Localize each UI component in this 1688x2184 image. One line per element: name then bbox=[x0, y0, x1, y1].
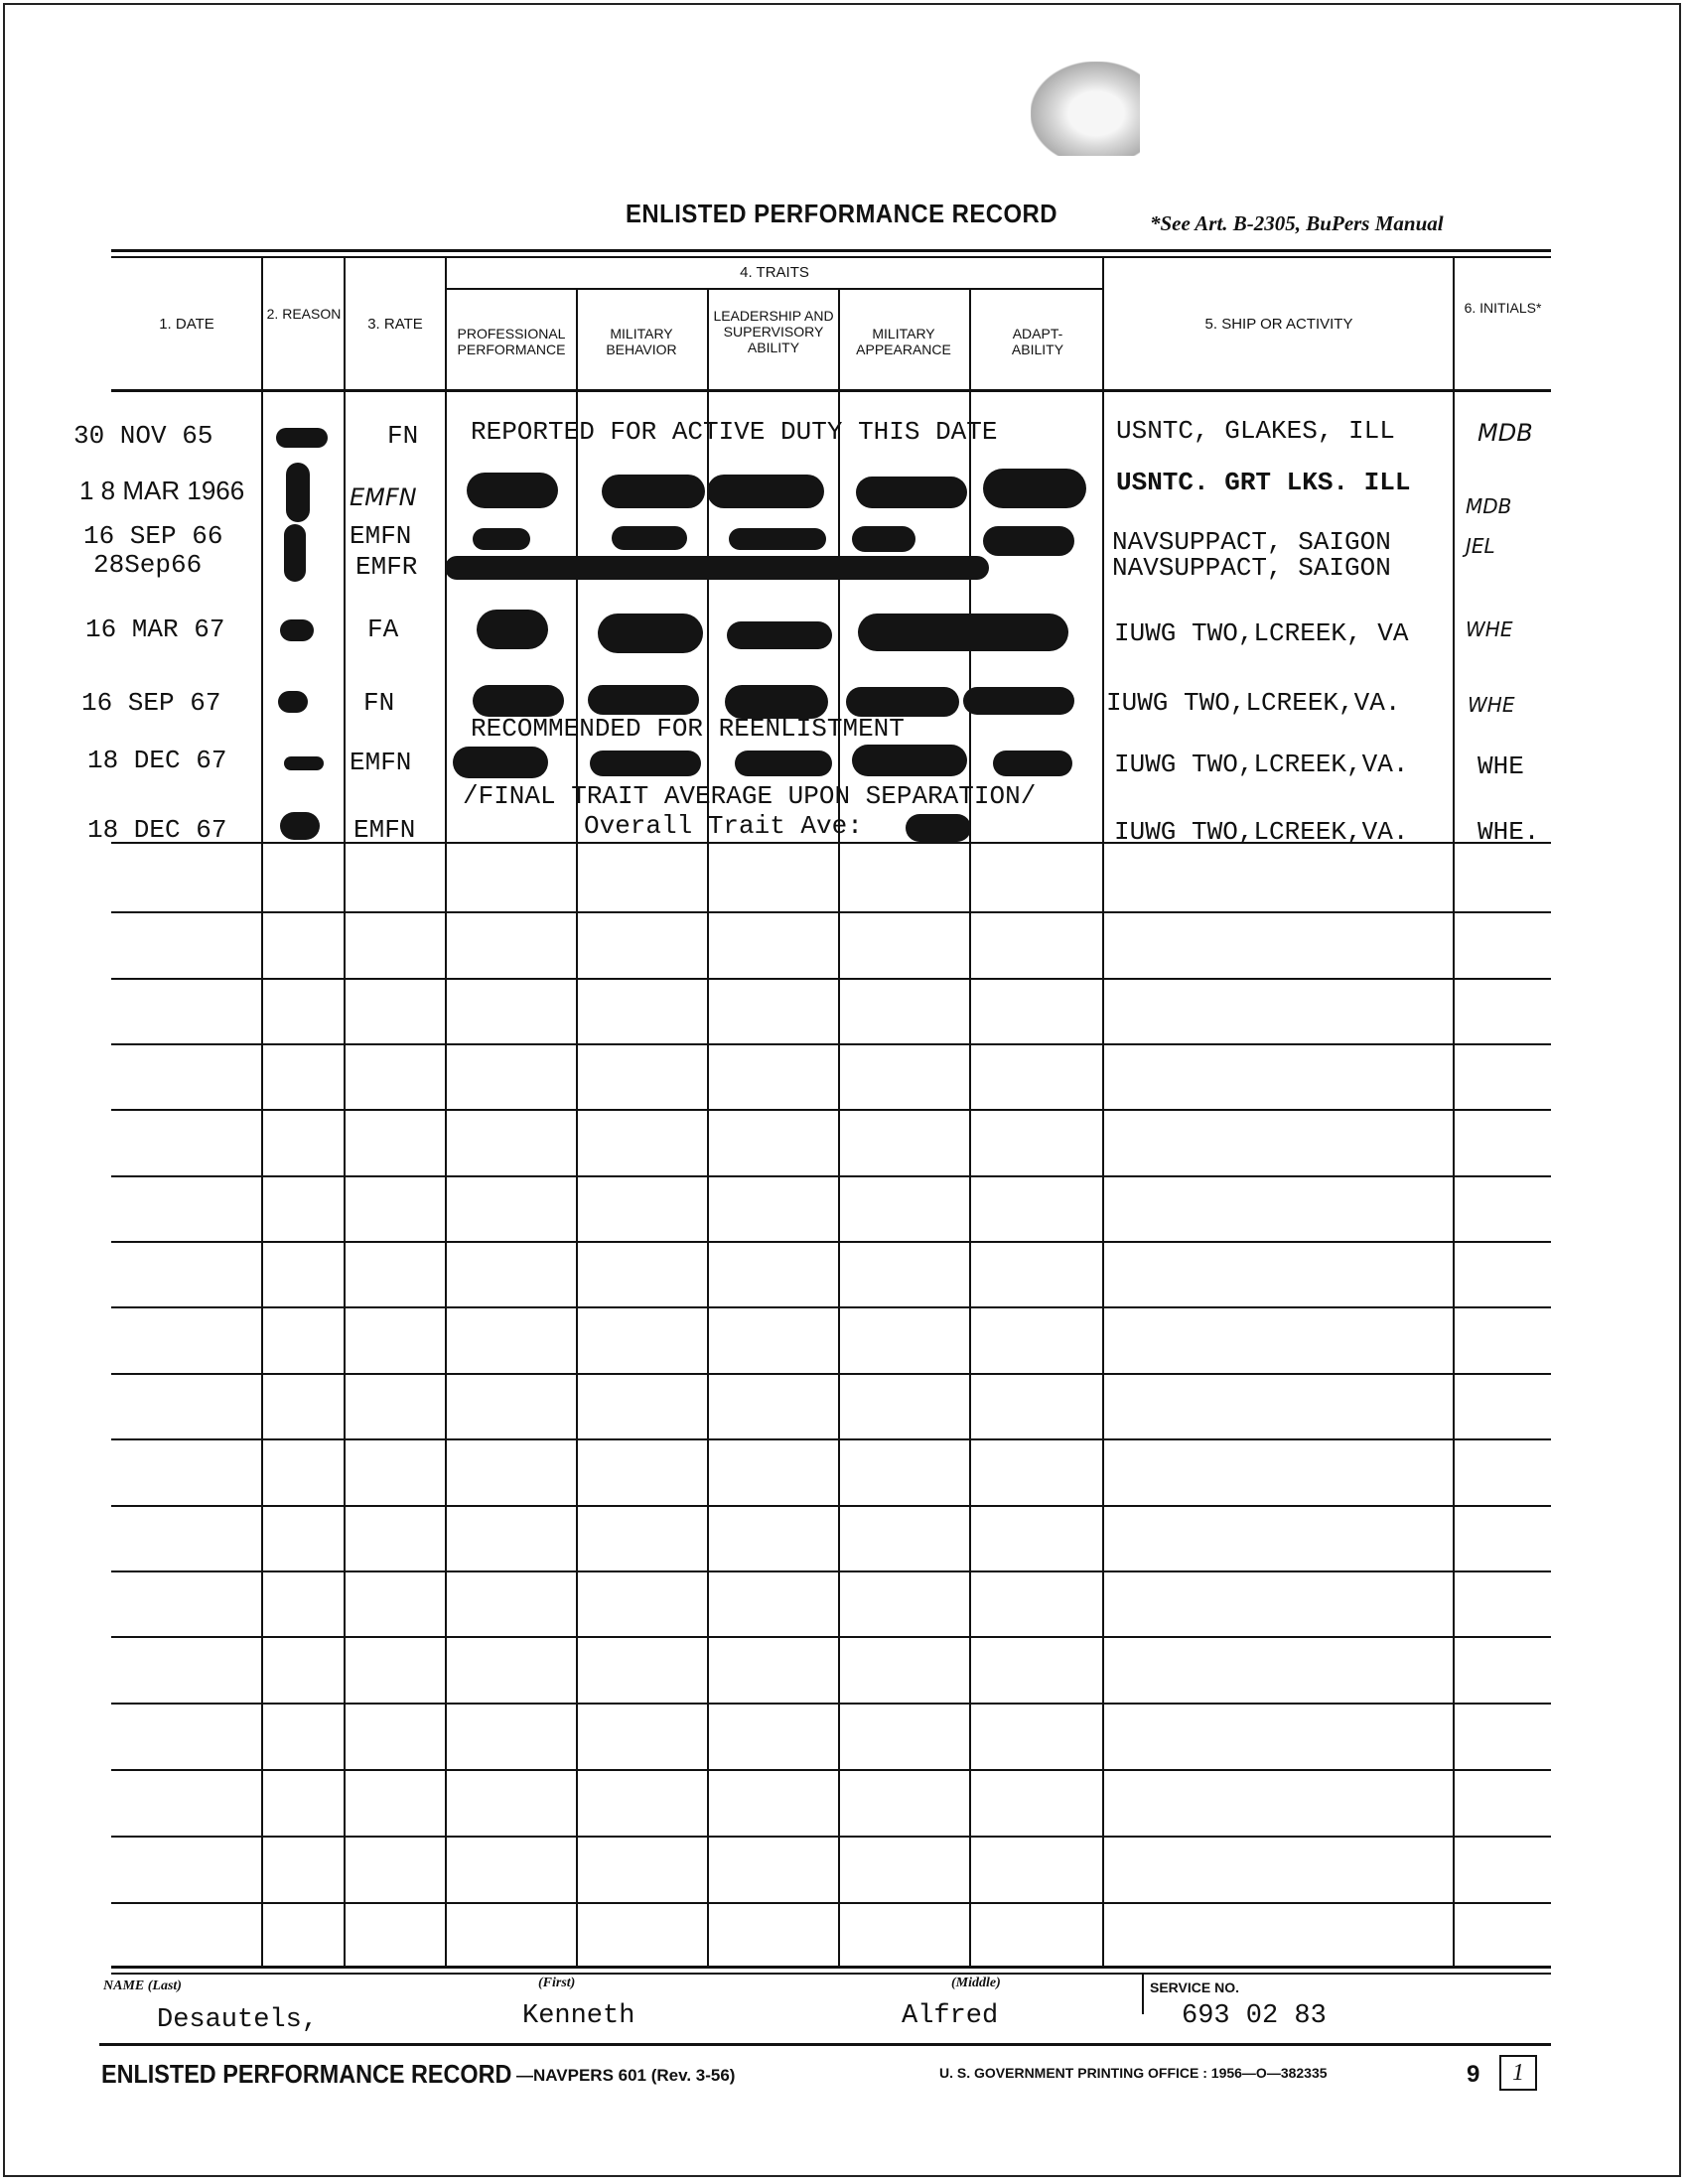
entry-rate: FA bbox=[367, 614, 399, 644]
entry-date: 30 NOV 65 bbox=[73, 421, 213, 451]
col-professional: PROFESSIONAL PERFORMANCE bbox=[457, 326, 566, 357]
entry-date: 18 DEC 67 bbox=[87, 746, 227, 775]
redaction bbox=[598, 614, 703, 653]
col-ship: 5. SHIP OR ACTIVITY bbox=[1204, 316, 1353, 333]
name-last: Desautels, bbox=[157, 2005, 319, 2035]
page-number: 9 bbox=[1467, 2061, 1480, 2088]
entry-ship: IUWG TWO,LCREEK,VA. bbox=[1114, 817, 1409, 847]
ink-stamp bbox=[1031, 62, 1140, 156]
redaction bbox=[983, 469, 1086, 508]
entry-ship: USNTC, GLAKES, ILL bbox=[1116, 416, 1395, 446]
entry-rate: EMFN bbox=[350, 483, 417, 511]
redaction bbox=[858, 614, 1068, 651]
redaction bbox=[852, 745, 967, 776]
top-rule bbox=[111, 249, 1551, 252]
redaction bbox=[284, 524, 306, 582]
vrule-3 bbox=[445, 256, 447, 1969]
vrule-8 bbox=[1102, 256, 1104, 1969]
row-rule bbox=[111, 1306, 1551, 1308]
entry-rate-2: EMFR bbox=[355, 552, 418, 582]
entry-date: 1 8 MAR 1966 bbox=[79, 476, 245, 505]
name-last-label: NAME (Last) bbox=[103, 1979, 182, 1993]
header-rule bbox=[111, 389, 1551, 392]
form-number: —NAVPERS 601 (Rev. 3-56) bbox=[516, 2066, 736, 2085]
vrule-5 bbox=[707, 288, 709, 1969]
redaction bbox=[453, 747, 548, 778]
entry-initials: MDB bbox=[1466, 494, 1512, 518]
name-middle: Alfred bbox=[902, 2001, 999, 2031]
entry-rate: EMFN bbox=[350, 748, 412, 777]
redaction bbox=[707, 475, 824, 508]
entry-date: 16 SEP 66 bbox=[83, 521, 223, 551]
entry-rate: FN bbox=[387, 421, 419, 451]
redaction bbox=[602, 475, 705, 508]
redaction bbox=[993, 751, 1072, 776]
row-rule bbox=[111, 1043, 1551, 1045]
page-box: 1 bbox=[1499, 2055, 1537, 2091]
row-rule bbox=[111, 1570, 1551, 1572]
entry-rate: EMFN bbox=[350, 521, 412, 551]
bottom-rule bbox=[111, 1966, 1551, 1969]
entry-ship: IUWG TWO,LCREEK,VA. bbox=[1106, 688, 1401, 718]
col-appearance: MILITARY APPEARANCE bbox=[856, 326, 951, 357]
entry-note: RECOMMENDED FOR REENLISTMENT bbox=[471, 714, 905, 744]
redaction bbox=[612, 526, 687, 550]
entry-date: 16 MAR 67 bbox=[85, 614, 225, 644]
entry-date-2: 28Sep66 bbox=[93, 550, 203, 580]
redaction bbox=[727, 621, 832, 649]
redaction bbox=[846, 687, 959, 717]
top-rule-2 bbox=[111, 256, 1551, 258]
entry-initials: WHE bbox=[1468, 693, 1515, 717]
row-rule bbox=[111, 1438, 1551, 1440]
redaction bbox=[280, 812, 320, 840]
vrule-4 bbox=[576, 288, 578, 1969]
entry-rate: FN bbox=[363, 688, 395, 718]
entry-ship: NAVSUPPACT, SAIGON bbox=[1112, 527, 1391, 557]
redaction bbox=[276, 428, 328, 448]
name-first: Kenneth bbox=[522, 2001, 635, 2031]
row-rule bbox=[111, 1175, 1551, 1177]
redaction bbox=[284, 756, 324, 770]
redaction bbox=[852, 526, 915, 552]
redaction bbox=[473, 685, 564, 717]
row-rule bbox=[111, 1636, 1551, 1638]
col-date: 1. DATE bbox=[159, 316, 214, 333]
vrule-2 bbox=[344, 256, 346, 1969]
entry-date: 18 DEC 67 bbox=[87, 815, 227, 845]
redaction bbox=[963, 687, 1074, 715]
redaction bbox=[473, 528, 530, 550]
entry-ship: IUWG TWO,LCREEK,VA. bbox=[1114, 750, 1409, 779]
entry-initials: JEL bbox=[1466, 534, 1495, 558]
reference-note: *See Art. B-2305, BuPers Manual bbox=[1150, 211, 1444, 235]
col-initials: 6. INITIALS* bbox=[1464, 300, 1542, 316]
row-rule bbox=[111, 911, 1551, 913]
entry-ship: USNTC. GRT LKS. ILL bbox=[1116, 468, 1411, 497]
col-military-behavior: MILITARY BEHAVIOR bbox=[606, 326, 677, 357]
entry-date: 16 SEP 67 bbox=[81, 688, 221, 718]
row-rule bbox=[111, 1902, 1551, 1904]
col-rate: 3. RATE bbox=[367, 316, 423, 333]
footer-rule bbox=[99, 2043, 1551, 2046]
form-title: ENLISTED PERFORMANCE RECORD bbox=[626, 199, 1058, 228]
row-rule bbox=[111, 1373, 1551, 1375]
row-rule bbox=[111, 1836, 1551, 1838]
redaction bbox=[278, 691, 308, 713]
redaction bbox=[445, 556, 989, 580]
redaction bbox=[729, 528, 826, 550]
service-number: 693 02 83 bbox=[1182, 2001, 1327, 2031]
entry-rate: EMFN bbox=[353, 815, 416, 845]
service-no-label: SERVICE NO. bbox=[1150, 1979, 1239, 1995]
printing-office: U. S. GOVERNMENT PRINTING OFFICE : 1956—O—382335 bbox=[939, 2065, 1328, 2081]
col-traits: 4. TRAITS bbox=[740, 264, 809, 281]
entry-note: REPORTED FOR ACTIVE DUTY THIS DATE bbox=[471, 417, 998, 447]
redaction bbox=[735, 751, 832, 776]
row-rule bbox=[111, 1703, 1551, 1705]
redaction bbox=[856, 477, 967, 508]
entry-initials: WHE bbox=[1477, 751, 1524, 781]
entry-initials: MDB bbox=[1477, 419, 1533, 447]
row-rule bbox=[111, 1241, 1551, 1243]
traits-rule bbox=[446, 288, 1103, 290]
col-adaptability: ADAPT- ABILITY bbox=[1011, 326, 1064, 357]
service-box-rule bbox=[1142, 1975, 1144, 2014]
redaction bbox=[588, 685, 699, 715]
vrule-6 bbox=[838, 288, 840, 1969]
row-rule bbox=[111, 978, 1551, 980]
entry-note-2: Overall Trait Ave: bbox=[584, 811, 863, 841]
vrule-1 bbox=[261, 256, 263, 1969]
entry-note: /FINAL TRAIT AVERAGE UPON SEPARATION/ bbox=[463, 781, 1037, 811]
vrule-7 bbox=[969, 288, 971, 1969]
vrule-9 bbox=[1453, 256, 1455, 1969]
col-leadership: LEADERSHIP AND SUPERVISORY ABILITY bbox=[713, 308, 834, 355]
redaction bbox=[906, 814, 971, 842]
redaction bbox=[286, 463, 310, 522]
redaction bbox=[590, 751, 701, 776]
row-rule bbox=[111, 1769, 1551, 1771]
redaction bbox=[280, 619, 314, 641]
redaction bbox=[477, 610, 548, 649]
redaction bbox=[467, 473, 558, 508]
row-rule bbox=[111, 1505, 1551, 1507]
entry-ship: IUWG TWO,LCREEK, VA bbox=[1114, 618, 1409, 648]
form-name: ENLISTED PERFORMANCE RECORD bbox=[101, 2059, 512, 2089]
name-first-label: (First) bbox=[538, 1976, 576, 1990]
entry-ship-2: NAVSUPPACT, SAIGON bbox=[1112, 553, 1391, 583]
entry-initials: WHE bbox=[1466, 617, 1513, 641]
row-rule bbox=[111, 1109, 1551, 1111]
col-reason: 2. REASON bbox=[266, 306, 342, 322]
bottom-rule-2 bbox=[111, 1973, 1551, 1975]
redaction bbox=[983, 526, 1074, 556]
entry-initials: WHE. bbox=[1477, 817, 1540, 847]
name-middle-label: (Middle) bbox=[951, 1976, 1001, 1990]
